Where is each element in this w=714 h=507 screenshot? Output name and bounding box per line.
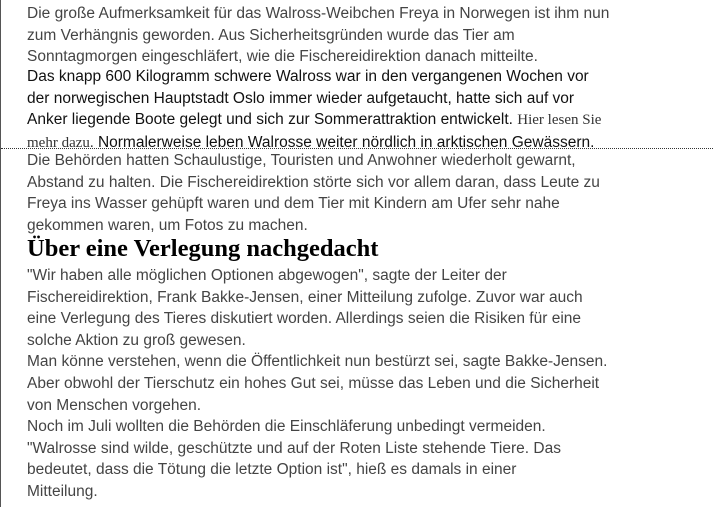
body-line-6: Aber obwohl der Tierschutz ein hohes Gut sei, müsse das Leben und die Sicherheit: [27, 374, 600, 392]
body-line-3: eine Verlegung des Tieres diskutiert worden. Allerdings seien die Risiken für eine: [27, 310, 582, 328]
warning-line-3: Freya ins Wasser gehüpft waren und dem Tier mit Kindern am Ufer sehr nahe: [27, 195, 560, 213]
body-line-7: von Menschen vorgehen.: [27, 396, 202, 414]
intro-paragraph: [27, 3, 714, 68]
walrus-line-1: Das knapp 600 Kilogramm schwere Walross war in den vergangenen Wochen vor: [27, 68, 589, 85]
intro-line-1: Die große Aufmerksamkeit für das Walross-Weibchen Freya in Norwegen ist ihm nun: [27, 5, 610, 22]
body-paragraph: [27, 265, 714, 503]
body-line-9: "Walrosse sind wilde, geschützte und auf der Roten Liste stehende Tiere. Das: [27, 439, 561, 457]
walrus-line-2: der norwegischen Hauptstadt Oslo immer wieder aufgetaucht, hatte sich auf vor: [27, 89, 575, 107]
body-line-5: Man könne verstehen, wenn die Öffentlichkeit nun bestürzt sei, sagte Bakke-Jensen.: [27, 353, 608, 371]
walrus-line-3-wrap: [27, 109, 714, 132]
body-line-1: "Wir haben alle möglichen Optionen abgewogen", sagte der Leiter der: [27, 267, 507, 284]
warning-line-1: Die Behörden hatten Schaulustige, Touristen und Anwohner wiederholt gewarnt,: [27, 152, 576, 169]
body-line-2: Fischereidirektion, Frank Bakke-Jensen, einer Mitteilung zufolge. Zuvor war auch: [27, 288, 583, 306]
intro-line-2: zum Verhängnis geworden. Aus Sicherheitsgründen wurde das Tier am: [27, 26, 515, 44]
section-heading: Über eine Verlegung nachgedacht: [27, 235, 379, 262]
body-line-11: Mitteilung.: [27, 482, 98, 500]
warning-line-2: Abstand zu halten. Die Fischereidirektion störte sich vor allem daran, dass Leute zu: [27, 173, 600, 191]
walrus-line-3: Anker liegende Boote gelegt und sich zur Sommerattraktion entwickelt.: [27, 111, 513, 129]
intro-line-3: Sonntagmorgen eingeschläfert, wie die Fischereidirektion danach mitteilte.: [27, 48, 538, 66]
walrus-tail: Normalerweise leben Walrosse weiter nördlich in arktischen Gewässern.: [93, 133, 595, 151]
walrus-paragraph: [27, 66, 714, 154]
body-line-8: Noch im Juli wollten die Behörden die Einschläferung unbedingt vermeiden.: [27, 418, 546, 436]
body-line-4: solche Aktion zu groß gewesen.: [27, 331, 246, 349]
dotted-separator: [1, 148, 714, 149]
warning-paragraph: [27, 150, 714, 236]
body-line-10: bedeutet, dass die Tötung die letzte Option ist", hieß es damals in einer: [27, 461, 517, 479]
warning-line-4: gekommen waren, um Fotos zu machen.: [27, 216, 308, 234]
read-more-link-part2[interactable]: mehr dazu.: [27, 134, 94, 151]
read-more-link-part1[interactable]: Hier lesen Sie: [517, 112, 602, 129]
